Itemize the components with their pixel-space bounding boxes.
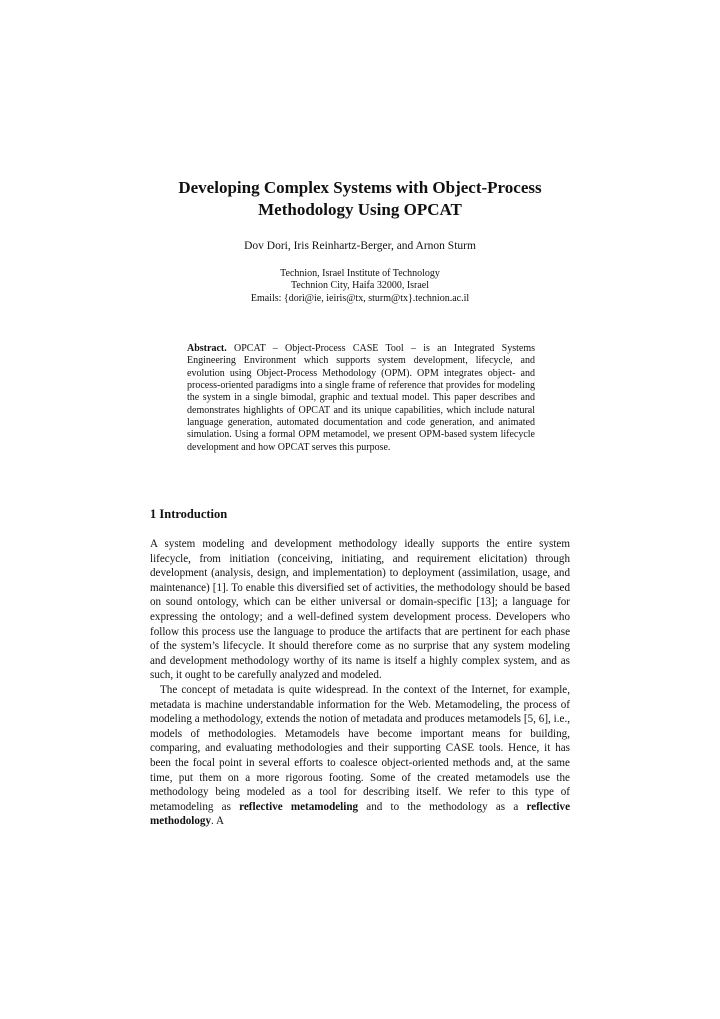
abstract (187, 343, 535, 454)
paragraph-1: A system modeling and development methodology ideally supports the entire system lifecycle, from initiation (conceiving, initiating, and requirement elicitation) through development (analysis, design, and implementation) to deployment (assimilation, usage, and maintenance) [1]. To enable this diversified set of activities, the methodology should be based on sound ontology, which can be either universal or domain-specific [13]; a language for expressing the ontology; and a well-defined system development process. Developers who follow this process use the language to produce the artifacts that are pertinent for each phase of the system’s lifecycle. It should therefore come as no surprise that any system modeling and development methodology worthy of its name is itself a highly complex system, and as such, it ought to be carefully analyzed and modeled. (150, 538, 570, 682)
paragraph-2-tail: . A (211, 815, 224, 828)
affiliation (120, 268, 600, 305)
affiliation-line-2: Technion City, Haifa 32000, Israel (290, 280, 430, 292)
authors: Dov Dori, Iris Reinhartz-Berger, and Arnon Sturm (244, 240, 476, 252)
paragraph-2-text: The concept of metadata is quite widespread. In the context of the Internet, for example, metadata is machine understandable information for the Web. Metamodeling, the process of modeling a methodology, extends the notion of metadata and produces metamodels [5, 6], i.e., models of methodologies. Metamodels have become important means for building, comparing, and evaluating methodologies and their supporting CASE tools. Hence, it has been the focal point in several efforts to coalesce object-oriented methods and, at the same time, put them on a more rigorous footing. Some of the created metamodels use the methodology being modeled as a tool for describing itself. We refer to this type of metamodeling as (150, 683, 570, 813)
affiliation-line-1: Technion, Israel Institute of Technology (280, 268, 440, 279)
section-heading: 1 Introduction (150, 507, 228, 521)
abstract-label: Abstract. (187, 343, 227, 354)
term-reflective-methodology: reflective methodology (150, 800, 570, 828)
title-line-1: Developing Complex Systems with Object-Process (178, 178, 542, 197)
title-line-2: Methodology Using OPCAT (258, 200, 462, 219)
term-reflective-metamodeling: reflective metamodeling (239, 800, 359, 813)
paper-title (120, 177, 600, 221)
abstract-text: OPCAT – Object-Process CASE Tool – is an Integrated Systems Engineering Environment which supports system development, lifecycle, and evolution using Object-Process Methodology (OPM). OPM integrates object- and process-oriented paradigms into a single frame of reference that provides for modeling the system in a single bimodal, graphic and textual model. This paper describes and demonstrates highlights of OPCAT and its unique capabilities, which include natural language generation, automated documentation and code generation, and animated simulation. Using a formal OPM metamodel, we present OPM-based system lifecycle development and how OPCAT serves this purpose. (187, 343, 535, 453)
paragraph-2-connector: and to the methodology as a (366, 800, 519, 813)
paragraph-2 (150, 683, 570, 829)
body-text (150, 537, 570, 829)
affiliation-emails: Emails: {dori@ie, ieiris@tx, sturm@tx}.technion.ac.il (250, 292, 470, 304)
